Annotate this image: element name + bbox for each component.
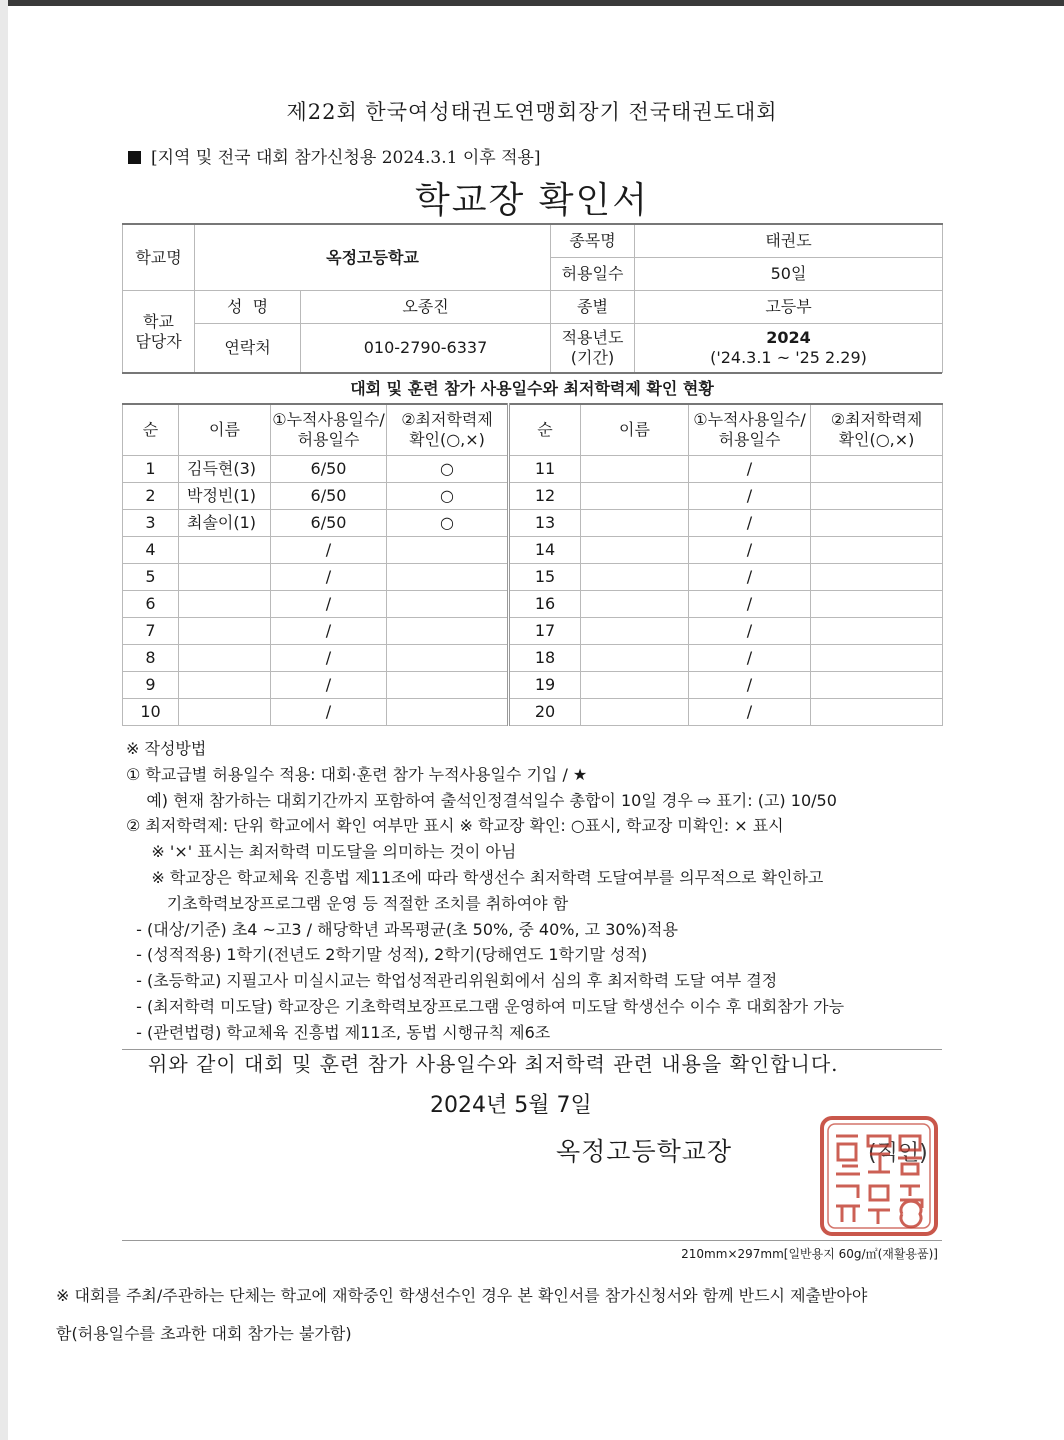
athlete-name: 김득현(3)	[179, 456, 271, 483]
athlete-name: 최솔이(1)	[179, 510, 271, 537]
row-number: 13	[509, 510, 581, 537]
square-bullet-icon	[128, 151, 141, 164]
table-row	[123, 591, 943, 618]
row-number: 2	[123, 483, 179, 510]
athlete-name	[179, 564, 271, 591]
instruction-line: - (성적적용) 1학기(전년도 2학기말 성적), 2학기(당해연도 1학기말 성적)	[126, 945, 648, 965]
contact-label: 연락처	[195, 324, 301, 373]
days-used: /	[689, 699, 811, 726]
min-grade-check	[811, 699, 943, 726]
athlete-name	[581, 510, 689, 537]
days-used: /	[271, 618, 387, 645]
year-value: 2024	[766, 328, 811, 347]
header-days: ①누적사용일수/ 허용일수	[271, 404, 387, 456]
instruction-line: - (초등학교) 지필고사 미실시교는 학업성적관리위원회에서 심의 후 최저학력 도달 여부 결정	[126, 971, 778, 991]
min-grade-check	[811, 483, 943, 510]
days-used: /	[689, 591, 811, 618]
application-note	[128, 143, 541, 168]
confirmation-statement: 위와 같이 대회 및 훈련 참가 사용일수와 최저학력 관련 내용을 확인합니다.	[148, 1052, 839, 1076]
athlete-name	[581, 537, 689, 564]
row-number: 19	[509, 672, 581, 699]
roster-section-title: 대회 및 훈련 참가 사용일수와 최저학력제 확인 현황	[122, 372, 942, 404]
min-grade-check	[811, 456, 943, 483]
division-label: 종별	[551, 291, 635, 324]
table-row	[123, 699, 943, 726]
row-number: 17	[509, 618, 581, 645]
athlete-name	[581, 483, 689, 510]
instruction-line: 예) 현재 참가하는 대회기간까지 포함하여 출석인정결석일수 총합이 10일 경우 ⇨ 표기: (고) 10/50	[126, 790, 837, 810]
days-used: 6/50	[271, 483, 387, 510]
athlete-name	[581, 564, 689, 591]
instruction-line: ※ 학교장은 학교체육 진흥법 제11조에 따라 학생선수 최저학력 도달여부를 의무적으로 확인하고	[126, 867, 824, 887]
school-seal-stamp	[818, 1114, 940, 1238]
min-grade-check	[387, 591, 509, 618]
paper-spec: 210mm×297mm[일반용지 60g/㎡(재활용품)]	[681, 1247, 938, 1261]
footer-note-line2: 함(허용일수를 초과한 대회 참가는 불가함)	[56, 1324, 352, 1343]
min-grade-check	[387, 672, 509, 699]
min-grade-check	[811, 564, 943, 591]
allowed-days-value: 50일	[635, 258, 943, 291]
min-grade-check	[811, 537, 943, 564]
athlete-name	[581, 645, 689, 672]
row-number: 16	[509, 591, 581, 618]
instruction-line: ※ 작성방법	[126, 739, 207, 758]
table-row	[123, 564, 943, 591]
row-number: 14	[509, 537, 581, 564]
min-grade-check	[387, 618, 509, 645]
row-number: 1	[123, 456, 179, 483]
athlete-name	[581, 699, 689, 726]
min-grade-check: ○	[387, 483, 509, 510]
footer-note-line1: ※ 대회를 주최/주관하는 단체는 학교에 재학중인 학생선수인 경우 본 확인서를 참가신청서와 함께 반드시 제출받아야	[56, 1286, 868, 1305]
row-number: 6	[123, 591, 179, 618]
athlete-name	[179, 645, 271, 672]
athlete-name	[581, 672, 689, 699]
athlete-name	[179, 699, 271, 726]
min-grade-check	[387, 699, 509, 726]
days-used: /	[689, 564, 811, 591]
row-number: 8	[123, 645, 179, 672]
row-number: 7	[123, 618, 179, 645]
instruction-line: ① 학교급별 허용일수 적용: 대회·훈련 참가 누적사용일수 기입 / ★	[126, 764, 588, 784]
note-text: [지역 및 전국 대회 참가신청용 2024.3.1 이후 적용]	[151, 148, 541, 168]
instruction-line: 기초학력보장프로그램 운영 등 적절한 조치를 취하여야 함	[126, 893, 569, 913]
min-grade-check	[811, 591, 943, 618]
instruction-line: - (대상/기준) 초4 ~고3 / 해당학년 과목평균(초 50%, 중 40%, 고 30%)적용	[126, 919, 678, 939]
min-grade-check: ○	[387, 510, 509, 537]
athlete-name	[581, 456, 689, 483]
instruction-line: - (관련법령) 학교체육 진흥법 제11조, 동법 시행규칙 제6조	[126, 1022, 551, 1042]
divider	[122, 1240, 942, 1241]
days-used: /	[271, 645, 387, 672]
instruction-line: ※ '×' 표시는 최저학력 미도달을 의미하는 것이 아님	[126, 842, 517, 862]
row-number: 5	[123, 564, 179, 591]
roster-rows	[123, 456, 943, 726]
table-row	[123, 510, 943, 537]
days-used: /	[689, 537, 811, 564]
sport-label: 종목명	[551, 224, 635, 258]
row-number: 10	[123, 699, 179, 726]
min-grade-check	[387, 537, 509, 564]
days-used: /	[271, 591, 387, 618]
school-name: 옥정고등학교	[195, 224, 551, 291]
min-grade-check	[811, 618, 943, 645]
athlete-name	[179, 618, 271, 645]
days-used: 6/50	[271, 456, 387, 483]
school-info-table	[122, 223, 943, 373]
manager-label: 학교 담당자	[123, 291, 195, 373]
row-number: 11	[509, 456, 581, 483]
header-no: 순	[123, 404, 179, 456]
days-used: /	[689, 483, 811, 510]
days-used: 6/50	[271, 510, 387, 537]
table-row	[123, 537, 943, 564]
contact-value: 010-2790-6337	[301, 324, 551, 373]
min-grade-check	[811, 510, 943, 537]
days-used: /	[271, 699, 387, 726]
row-number: 3	[123, 510, 179, 537]
days-used: /	[689, 618, 811, 645]
year-label: 적용년도 (기간)	[551, 324, 635, 373]
athlete-name	[581, 618, 689, 645]
table-row	[123, 456, 943, 483]
table-row	[123, 618, 943, 645]
days-used: /	[271, 564, 387, 591]
instruction-line: - (최저학력 미도달) 학교장은 기초학력보장프로그램 운영하여 미도달 학생선수 이수 후 대회참가 가능	[126, 996, 845, 1016]
division-value: 고등부	[635, 291, 943, 324]
min-grade-check	[387, 564, 509, 591]
athlete-name	[179, 591, 271, 618]
header-min-grade: ②최저학력제 확인(○,×)	[387, 404, 509, 456]
sport-value: 태권도	[635, 224, 943, 258]
name-label: 성 명	[195, 291, 301, 324]
instruction-line: ② 최저학력제: 단위 학교에서 확인 여부만 표시 ※ 학교장 확인: ○표시, 학교장 미확인: × 표시	[126, 816, 784, 836]
row-number: 20	[509, 699, 581, 726]
period-value: ('24.3.1 ~ '25 2.29)	[710, 348, 867, 367]
athlete-name	[179, 537, 271, 564]
row-number: 15	[509, 564, 581, 591]
row-number: 18	[509, 645, 581, 672]
header-name: 이름	[179, 404, 271, 456]
manager-name: 오종진	[301, 291, 551, 324]
table-row	[123, 672, 943, 699]
principal-title: 옥정고등학교장	[556, 1137, 733, 1166]
event-title: 제22회 한국여성태권도연맹회장기 전국태권도대회	[286, 100, 778, 124]
athlete-name	[581, 591, 689, 618]
school-label: 학교명	[123, 224, 195, 291]
days-used: /	[689, 645, 811, 672]
issue-date: 2024년 5월 7일	[430, 1093, 592, 1118]
days-used: /	[689, 672, 811, 699]
athlete-roster-table	[122, 403, 943, 726]
row-number: 12	[509, 483, 581, 510]
min-grade-check	[811, 645, 943, 672]
row-number: 9	[123, 672, 179, 699]
min-grade-check	[811, 672, 943, 699]
writing-instructions	[126, 736, 946, 1046]
year-cell	[635, 324, 943, 373]
header-name: 이름	[581, 404, 689, 456]
days-used: /	[271, 672, 387, 699]
header-days: ①누적사용일수/ 허용일수	[689, 404, 811, 456]
days-used: /	[689, 456, 811, 483]
days-used: /	[271, 537, 387, 564]
days-used: /	[689, 510, 811, 537]
header-min-grade: ②최저학력제 확인(○,×)	[811, 404, 943, 456]
min-grade-check: ○	[387, 456, 509, 483]
allowed-days-label: 허용일수	[551, 258, 635, 291]
table-row	[123, 483, 943, 510]
top-edge	[0, 0, 1064, 6]
min-grade-check	[387, 645, 509, 672]
table-row	[123, 645, 943, 672]
official-seal-label: (직인)	[868, 1141, 928, 1166]
athlete-name	[179, 672, 271, 699]
header-no: 순	[509, 404, 581, 456]
row-number: 4	[123, 537, 179, 564]
athlete-name: 박정빈(1)	[179, 483, 271, 510]
document-title: 학교장 확인서	[414, 180, 650, 221]
